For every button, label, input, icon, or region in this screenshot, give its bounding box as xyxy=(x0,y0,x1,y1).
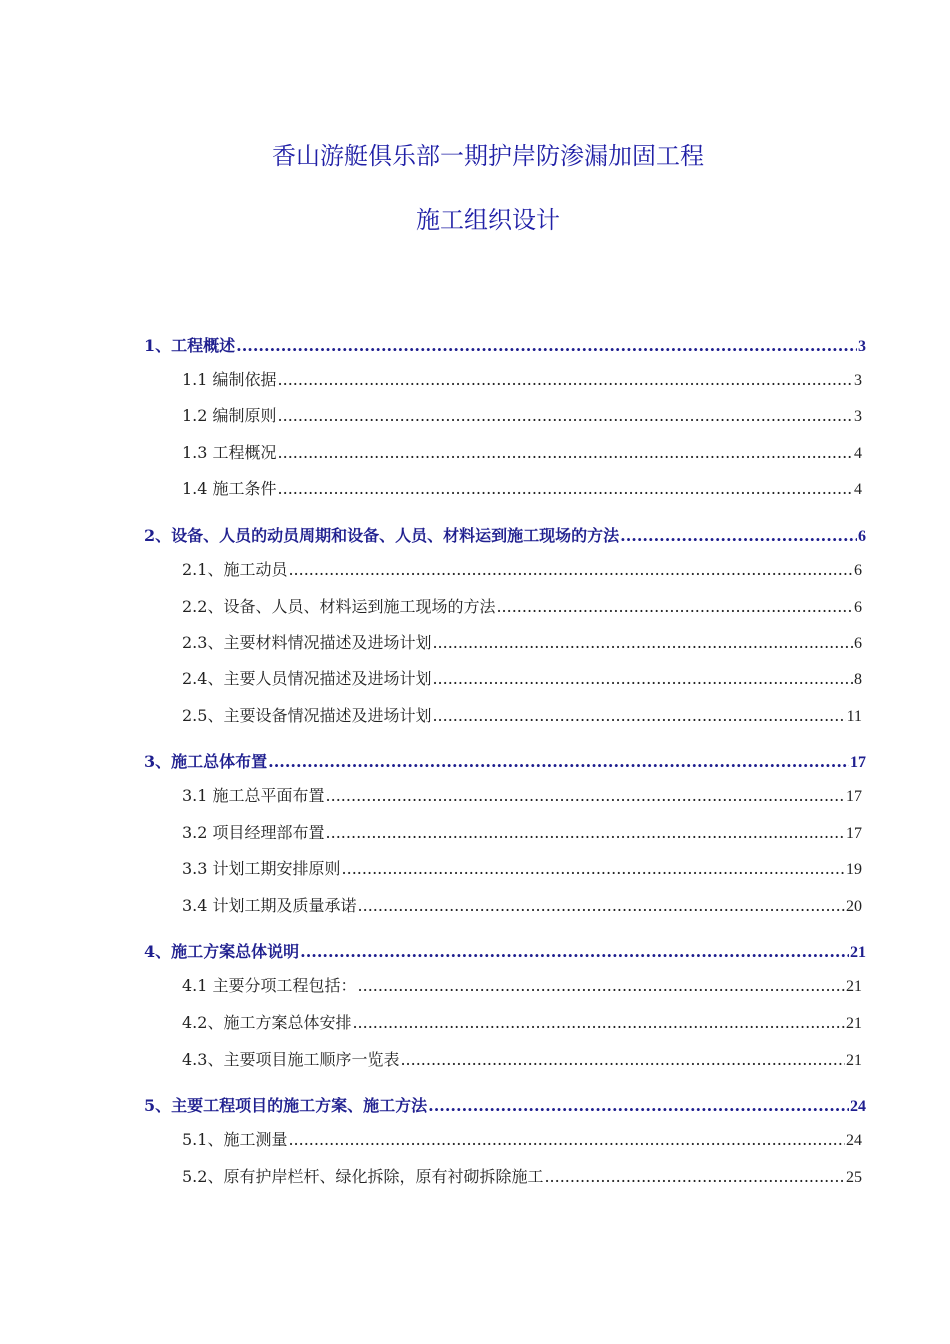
toc-dot-leader xyxy=(278,479,853,499)
toc-section-entry[interactable] xyxy=(144,336,866,357)
toc-subsection-entry[interactable] xyxy=(182,859,862,880)
toc-page-number: 20 xyxy=(846,898,862,915)
toc-entry-title: 3、施工总体布置 xyxy=(144,752,268,771)
toc-subsection-entry[interactable] xyxy=(182,1050,862,1071)
toc-subsection-entry[interactable] xyxy=(182,370,862,391)
toc-dot-leader xyxy=(496,597,853,617)
toc-dot-leader xyxy=(326,786,845,806)
toc-dot-leader xyxy=(278,406,853,426)
toc-entry-title: 2.2、设备、人员、材料运到施工现场的方法 xyxy=(182,597,496,616)
toc-subsection-entry[interactable] xyxy=(182,1013,862,1034)
toc-dot-leader xyxy=(278,370,853,390)
document-subtitle: 施工组织设计 xyxy=(416,206,560,234)
toc-page-number: 21 xyxy=(846,978,862,995)
toc-section-entry[interactable] xyxy=(144,752,866,773)
toc-dot-leader xyxy=(342,859,845,879)
toc-dot-leader xyxy=(300,942,849,962)
toc-entry-title: 3.3 计划工期安排原则 xyxy=(182,859,341,878)
toc-page-number: 17 xyxy=(850,754,866,771)
toc-subsection-entry[interactable] xyxy=(182,669,862,690)
toc-page-number: 6 xyxy=(854,635,862,652)
toc-subsection-entry[interactable] xyxy=(182,406,862,427)
toc-dot-leader xyxy=(358,976,845,996)
toc-dot-leader xyxy=(268,752,849,772)
toc-entry-title: 2.1、施工动员 xyxy=(182,560,288,579)
toc-entry-title: 2.5、主要设备情况描述及进场计划 xyxy=(182,706,432,725)
toc-entry-title: 1、工程概述 xyxy=(144,336,236,355)
toc-page-number: 4 xyxy=(854,445,862,462)
toc-subsection-entry[interactable] xyxy=(182,560,862,581)
toc-entry-title: 3.1 施工总平面布置 xyxy=(182,786,325,805)
toc-entry-title: 2.3、主要材料情况描述及进场计划 xyxy=(182,633,432,652)
toc-entry-title: 2.4、主要人员情况描述及进场计划 xyxy=(182,669,432,688)
toc-dot-leader xyxy=(400,1050,845,1070)
toc-page-number: 21 xyxy=(846,1015,862,1032)
toc-entry-title: 4.1 主要分项工程包括： xyxy=(182,976,357,995)
toc-page-number: 3 xyxy=(854,408,862,425)
toc-page-number: 3 xyxy=(858,338,866,355)
toc-entry-title: 1.4 施工条件 xyxy=(182,479,277,498)
toc-page-number: 6 xyxy=(858,528,866,545)
toc-dot-leader xyxy=(278,443,853,463)
toc-entry-title: 2、设备、人员的动员周期和设备、人员、材料运到施工现场的方法 xyxy=(144,526,620,545)
toc-page-number: 8 xyxy=(854,671,862,688)
toc-entry-title: 5.2、原有护岸栏杆、绿化拆除，原有衬砌拆除施工 xyxy=(182,1167,544,1186)
toc-dot-leader xyxy=(620,526,857,546)
toc-entry-title: 1.2 编制原则 xyxy=(182,406,277,425)
toc-subsection-entry[interactable] xyxy=(182,633,862,654)
toc-dot-leader xyxy=(432,633,853,653)
toc-entry-title: 1.3 工程概况 xyxy=(182,443,277,462)
toc-dot-leader xyxy=(358,896,845,916)
toc-subsection-entry[interactable] xyxy=(182,597,862,618)
toc-subsection-entry[interactable] xyxy=(182,443,862,464)
toc-page-number: 17 xyxy=(846,825,862,842)
toc-subsection-entry[interactable] xyxy=(182,1130,862,1151)
toc-dot-leader xyxy=(428,1096,849,1116)
toc-page-number: 21 xyxy=(850,944,866,961)
toc-dot-leader xyxy=(288,560,853,580)
toc-page-number: 24 xyxy=(846,1132,862,1149)
toc-page-number: 25 xyxy=(846,1169,862,1186)
toc-subsection-entry[interactable] xyxy=(182,786,862,807)
toc-entry-title: 4、施工方案总体说明 xyxy=(144,942,300,961)
document-title: 香山游艇俱乐部一期护岸防渗漏加固工程 xyxy=(272,142,704,170)
toc-subsection-entry[interactable] xyxy=(182,1167,862,1188)
toc-entry-title: 3.2 项目经理部布置 xyxy=(182,823,325,842)
toc-dot-leader xyxy=(544,1167,845,1187)
toc-dot-leader xyxy=(326,823,845,843)
toc-entry-title: 5.1、施工测量 xyxy=(182,1130,288,1149)
toc-subsection-entry[interactable] xyxy=(182,896,862,917)
toc-entry-title: 1.1 编制依据 xyxy=(182,370,277,389)
toc-page-number: 6 xyxy=(854,562,862,579)
toc-dot-leader xyxy=(236,336,857,356)
toc-dot-leader xyxy=(432,706,845,726)
toc-dot-leader xyxy=(352,1013,845,1033)
toc-page-number: 11 xyxy=(846,708,862,725)
toc-page-number: 21 xyxy=(846,1052,862,1069)
toc-entry-title: 5、主要工程项目的施工方案、施工方法 xyxy=(144,1096,428,1115)
toc-dot-leader xyxy=(288,1130,845,1150)
toc-entry-title: 4.2、施工方案总体安排 xyxy=(182,1013,352,1032)
toc-section-entry[interactable] xyxy=(144,942,866,963)
toc-subsection-entry[interactable] xyxy=(182,706,862,727)
toc-page-number: 6 xyxy=(854,599,862,616)
toc-subsection-entry[interactable] xyxy=(182,976,862,997)
toc-page-number: 24 xyxy=(850,1098,866,1115)
toc-page-number: 17 xyxy=(846,788,862,805)
toc-page-number: 4 xyxy=(854,481,862,498)
toc-page-number: 3 xyxy=(854,372,862,389)
toc-entry-title: 3.4 计划工期及质量承诺 xyxy=(182,896,357,915)
toc-section-entry[interactable] xyxy=(144,1096,866,1117)
toc-entry-title: 4.3、主要项目施工顺序一览表 xyxy=(182,1050,400,1069)
toc-dot-leader xyxy=(432,669,853,689)
toc-section-entry[interactable] xyxy=(144,526,866,547)
toc-subsection-entry[interactable] xyxy=(182,479,862,500)
toc-subsection-entry[interactable] xyxy=(182,823,862,844)
toc-page-number: 19 xyxy=(846,861,862,878)
